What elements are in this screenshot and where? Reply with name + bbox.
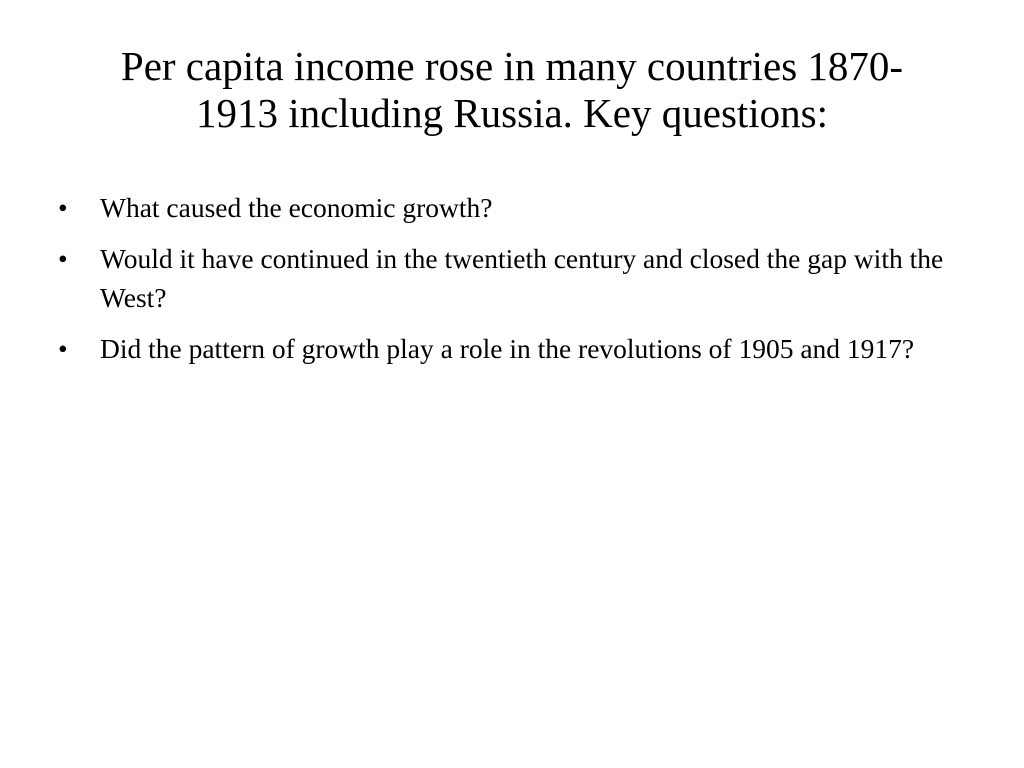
bullet-item xyxy=(58,188,978,227)
bullet-text: Did the pattern of growth play a role in the revolutions of 1905 and 1917? xyxy=(100,333,915,364)
bullet-icon: • xyxy=(58,243,68,274)
bullet-text: Would it have continued in the twentieth century and closed the gap with the West? xyxy=(100,243,944,313)
bullet-text: What caused the economic growth? xyxy=(100,192,493,223)
bullet-item xyxy=(58,239,978,317)
bullet-icon: • xyxy=(58,333,68,364)
bullet-list xyxy=(58,188,978,380)
bullet-item xyxy=(58,329,978,368)
bullet-icon: • xyxy=(58,192,68,223)
slide-title: Per capita income rose in many countries 1870- 1913 including Russia. Key questions: xyxy=(120,43,904,136)
